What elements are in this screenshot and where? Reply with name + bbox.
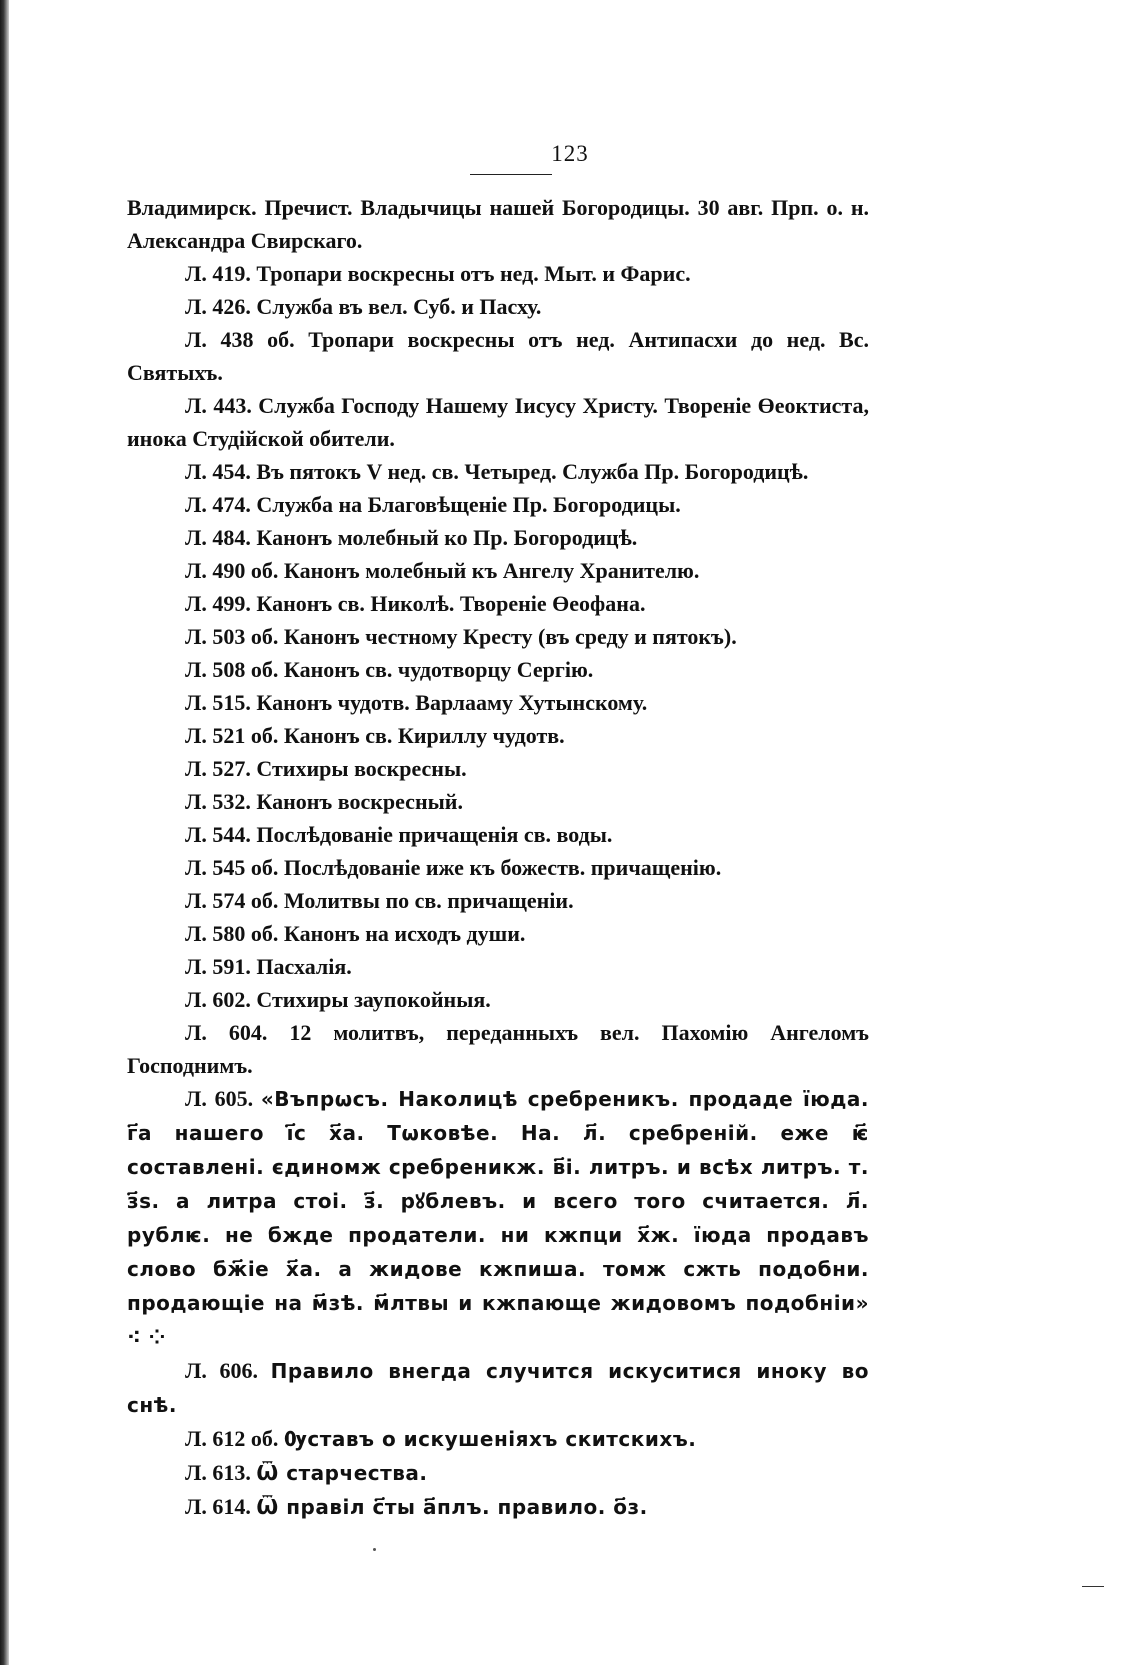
leaf-reference: Л. 503 об.: [185, 624, 279, 649]
leaf-reference: Л. 545 об.: [185, 855, 279, 880]
entry-text: Канонъ честному Кресту (въ среду и пятокъ).: [283, 624, 737, 649]
leaf-reference: Л. 544.: [185, 822, 251, 847]
entry-text: Пасхалія.: [256, 954, 352, 979]
leaf-reference: Л. 490 об.: [185, 558, 279, 583]
leaf-reference: Л. 602.: [185, 987, 251, 1012]
continuation-paragraph: [127, 191, 869, 257]
entry-text: Канонъ св. Кириллу чудотв.: [283, 723, 565, 748]
leaf-reference: Л. 580 об.: [185, 921, 279, 946]
book-spine-edge: [0, 0, 9, 1665]
catalog-entry: [127, 851, 869, 884]
entry-text: Канонъ чудотв. Варлааму Хутынскому.: [256, 690, 648, 715]
catalog-entry: [127, 587, 869, 620]
entry-text: Канонъ св. чудотворцу Сергію.: [283, 657, 594, 682]
entry-text: 12 молитвъ, переданныхъ вел. Пахомію Ангеломъ Господнимъ.: [127, 1020, 869, 1078]
slavonic-text: Правило внегда случится искуситися иноку во снѣ.: [127, 1359, 869, 1417]
leaf-reference: Л. 474.: [185, 492, 251, 517]
leaf-reference: Л. 438 об.: [185, 327, 295, 352]
catalog-entry: [127, 1354, 869, 1422]
leaf-reference: Л. 426.: [185, 294, 251, 319]
leaf-reference: Л. 605.: [185, 1086, 254, 1111]
catalog-entry: [127, 818, 869, 851]
catalog-entry: [127, 521, 869, 554]
catalog-entry: [127, 686, 869, 719]
leaf-reference: Л. 614.: [185, 1494, 251, 1519]
leaf-reference: Л. 515.: [185, 690, 251, 715]
catalog-entry: [127, 257, 869, 290]
leaf-reference: Л. 508 об.: [185, 657, 279, 682]
leaf-reference: Л. 521 об.: [185, 723, 279, 748]
leaf-reference: Л. 499.: [185, 591, 251, 616]
catalog-entry: [127, 1422, 869, 1456]
entry-text: Канонъ молебный ко Пр. Богородицѣ.: [256, 525, 638, 550]
slavonic-text: Ѹставъ о искушеніяхъ скитскихъ.: [283, 1427, 697, 1451]
leaf-reference: Л. 443.: [185, 393, 252, 418]
entry-text: Служба Господу Нашему Іисусу Христу. Твореніе Өеоктиста, инока Студійской обители.: [127, 393, 869, 451]
leaf-reference: Л. 484.: [185, 525, 251, 550]
catalog-entry: [127, 455, 869, 488]
entry-text: Канонъ св. Николѣ. Твореніе Өеофана.: [256, 591, 646, 616]
entry-text: Служба въ вел. Суб. и Пасху.: [256, 294, 542, 319]
entry-text: Служба на Благовѣщеніе Пр. Богородицы.: [256, 492, 681, 517]
entry-text: Канонъ на исходъ души.: [283, 921, 526, 946]
catalog-entry: [127, 884, 869, 917]
page-number-rule: [470, 174, 552, 175]
catalog-entry: [127, 983, 869, 1016]
entry-text: Тропари воскресны отъ нед. Антипасхи до нед. Вс. Святыхъ.: [127, 327, 869, 385]
leaf-reference: Л. 574 об.: [185, 888, 279, 913]
leaf-reference: Л. 527.: [185, 756, 251, 781]
catalog-entry: [127, 917, 869, 950]
entry-text: Канонъ молебный къ Ангелу Хранителю.: [283, 558, 700, 583]
slavonic-text: Ѿ правіл с҃ты а҃плъ. правило. о҃з.: [256, 1495, 648, 1519]
leaf-reference: Л. 613.: [185, 1460, 251, 1485]
leaf-reference: Л. 419.: [185, 261, 251, 286]
page-body: [127, 191, 869, 1524]
catalog-entry: [127, 620, 869, 653]
print-speck: [373, 1548, 376, 1551]
catalog-entry: [127, 1016, 869, 1082]
catalog-entry: [127, 1456, 869, 1490]
catalog-entry: [127, 389, 869, 455]
catalog-entry: [127, 653, 869, 686]
leaf-reference: Л. 454.: [185, 459, 251, 484]
entry-text: Въ пятокъ V нед. св. Четыред. Служба Пр. Богородицѣ.: [256, 459, 809, 484]
leaf-reference: Л. 591.: [185, 954, 251, 979]
slavonic-text: Ѿ старчества.: [256, 1461, 428, 1485]
leaf-reference: Л. 612 об.: [185, 1426, 279, 1451]
entry-text: Канонъ воскресный.: [256, 789, 463, 814]
catalog-entry: [127, 752, 869, 785]
margin-mark: [1082, 1586, 1104, 1587]
page-number: 123: [551, 141, 589, 166]
catalog-entry: [127, 785, 869, 818]
entry-text: Молитвы по св. причащеніи.: [283, 888, 574, 913]
entry-text: Послѣдованіе иже къ божеств. причащенію.: [283, 855, 722, 880]
catalog-entry: [127, 719, 869, 752]
entry-text: Владимирск. Пречист. Владычицы нашей Богородицы. 30 авг. Прп. о. н. Александра Свирскаго.: [127, 195, 869, 253]
leaf-reference: Л. 606.: [185, 1358, 258, 1383]
catalog-entry: [127, 488, 869, 521]
entry-text: Стихиры воскресны.: [256, 756, 467, 781]
entry-text: Стихиры заупокойныя.: [256, 987, 491, 1012]
catalog-entry: [127, 1490, 869, 1524]
entry-text: Тропари воскресны отъ нед. Мыт. и Фарис.: [256, 261, 691, 286]
catalog-entry: [127, 323, 869, 389]
catalog-entry: [127, 1082, 869, 1354]
catalog-entry: [127, 950, 869, 983]
entry-text: Послѣдованіе причащенія св. воды.: [256, 822, 613, 847]
leaf-reference: Л. 532.: [185, 789, 251, 814]
leaf-reference: Л. 604.: [185, 1020, 268, 1045]
catalog-entry: [127, 290, 869, 323]
catalog-entry: [127, 554, 869, 587]
slavonic-text: «Въпрωсъ. Наколицѣ сребреникъ. продаде їюда. г҃а нашего і҃с х҃а. Тωковѣе. На. л҃. сребреній. еже ѥ҃ составлені. єдиномж сребреникж. в҃і. литръ. и всѣх литръ. т. з҃s. а литра стоі. з҃. рꙋблевъ. и всего того считается. л҃. рублѥ. не бжде продатели. ни кжпци х҃ж. їюда продавъ слово бж҃іе х҃а. а жидове кжпиша. томж сжть подобни. продающіе на м҃зѣ. м҃лтвы и кжпающе жидовомъ подобніи» ⁖ ⁘: [127, 1087, 869, 1349]
